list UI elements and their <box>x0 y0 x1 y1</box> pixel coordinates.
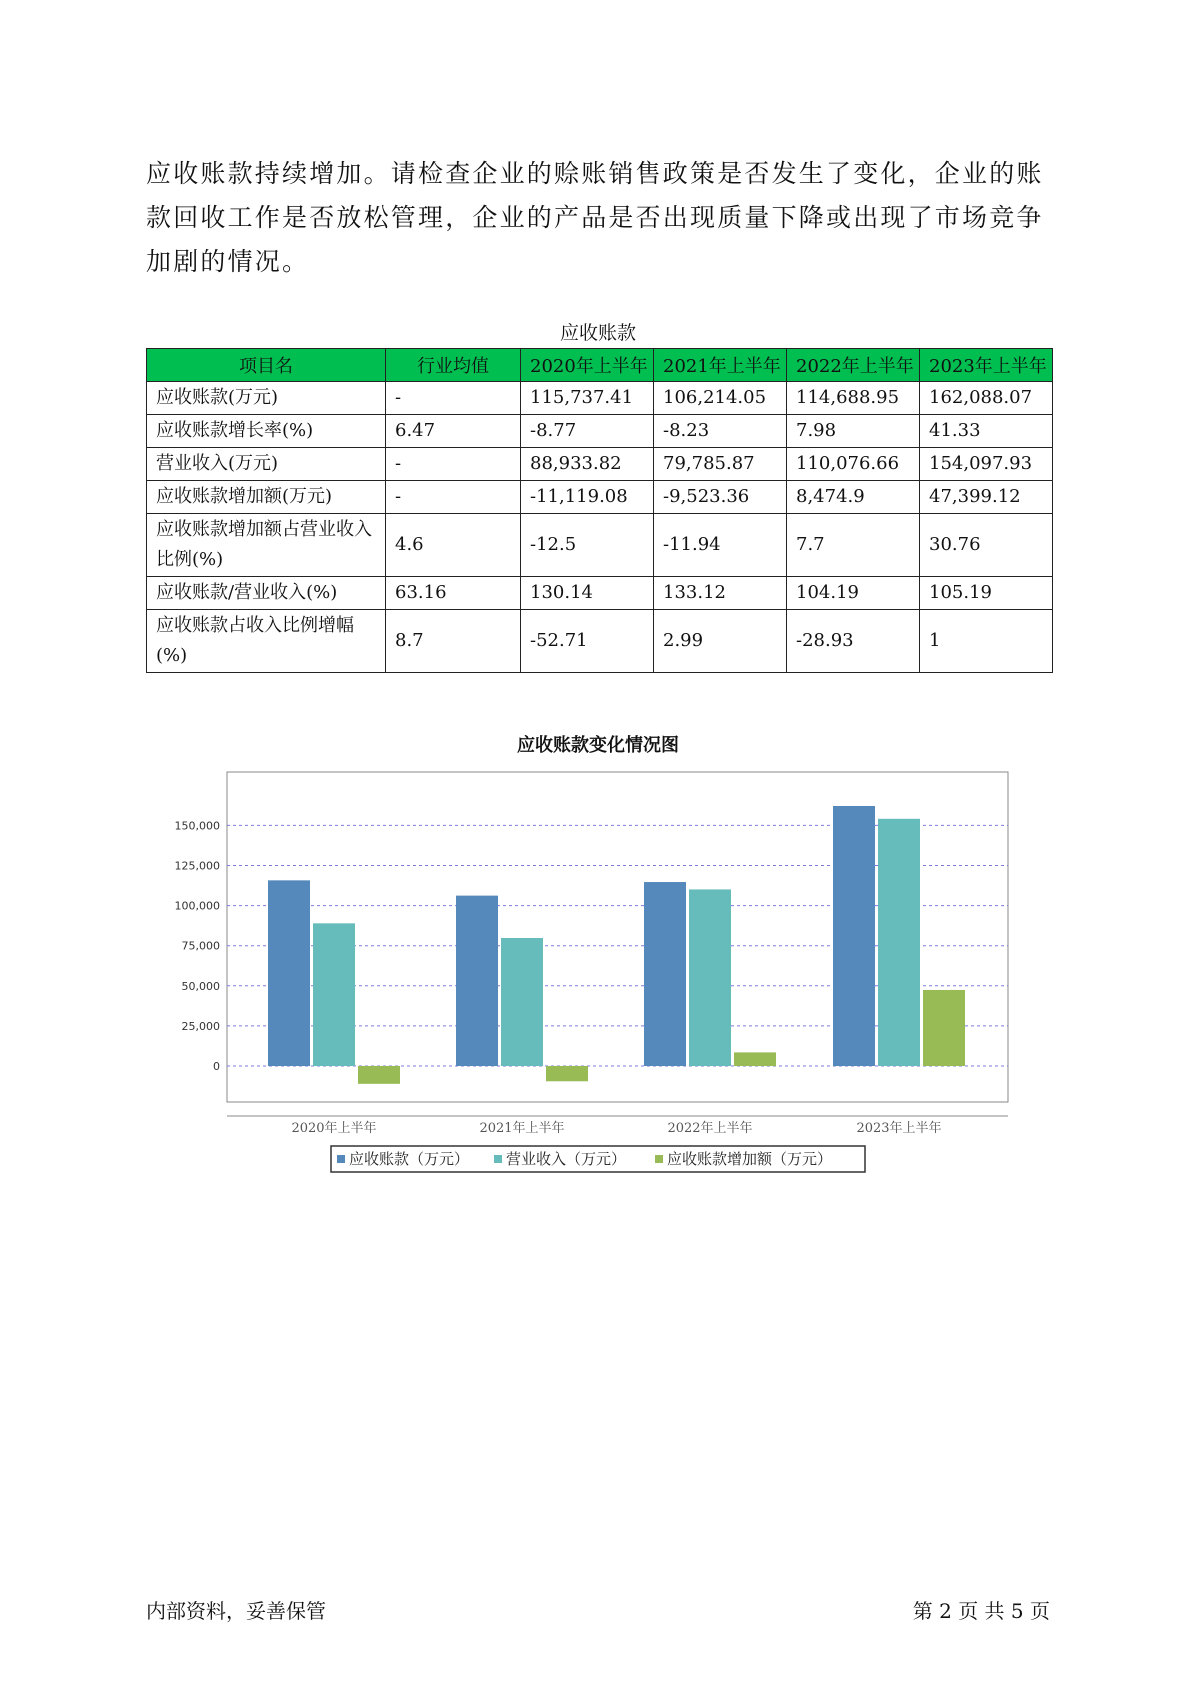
table-cell: -28.93 <box>787 610 920 673</box>
chart-title: 应收账款变化情况图 <box>517 735 679 756</box>
y-tick-label: 0 <box>213 1060 220 1073</box>
bar-1-3 <box>644 882 686 1066</box>
legend-label: 营业收入（万元） <box>506 1150 627 1168</box>
row-label: 应收账款增加额占营业收入比例(%) <box>147 514 386 577</box>
table-cell: 41.33 <box>920 415 1053 448</box>
table-cell: 104.19 <box>787 577 920 610</box>
table-cell: -52.71 <box>521 610 654 673</box>
legend-label: 应收账款（万元） <box>349 1150 470 1168</box>
table-cell: -11.94 <box>654 514 787 577</box>
bar-2-2 <box>501 938 543 1066</box>
x-tick-label: 2021年上半年 <box>479 1121 565 1136</box>
bar-3-1 <box>358 1066 400 1084</box>
table-cell: -9,523.36 <box>654 481 787 514</box>
table-cell: - <box>386 481 521 514</box>
table-cell: 8,474.9 <box>787 481 920 514</box>
table-cell: -8.77 <box>521 415 654 448</box>
table-cell: 110,076.66 <box>787 448 920 481</box>
footer-confidential-note: 内部资料，妥善保管 <box>146 1599 326 1623</box>
bar-2-4 <box>878 819 920 1066</box>
table-cell: -8.23 <box>654 415 787 448</box>
table-cell: 8.7 <box>386 610 521 673</box>
legend-label: 应收账款增加额（万元） <box>667 1150 833 1168</box>
row-label: 应收账款(万元) <box>147 382 386 415</box>
legend-swatch <box>337 1155 345 1163</box>
header-cell: 2023年上半年 <box>920 349 1053 382</box>
header-cell: 项目名 <box>147 349 386 382</box>
bar-1-1 <box>268 880 310 1066</box>
bar-1-2 <box>456 896 498 1066</box>
bar-3-3 <box>734 1052 776 1066</box>
x-tick-label: 2022年上半年 <box>667 1121 753 1136</box>
legend-swatch <box>655 1155 663 1163</box>
header-cell: 2020年上半年 <box>521 349 654 382</box>
intro-paragraph: 应收账款持续增加。请检查企业的赊账销售政策是否发生了变化，企业的账款回收工作是否放松管理，企业的产品是否出现质量下降或出现了市场竞争加剧的情况。 <box>146 159 1044 276</box>
bar-3-2 <box>546 1066 588 1081</box>
table-cell: 4.6 <box>386 514 521 577</box>
x-tick-label: 2023年上半年 <box>856 1121 942 1136</box>
row-label: 应收账款占收入比例增幅(%) <box>147 610 386 673</box>
table-cell: 47,399.12 <box>920 481 1053 514</box>
table-cell: 7.98 <box>787 415 920 448</box>
table-cell: 106,214.05 <box>654 382 787 415</box>
table-cell: -12.5 <box>521 514 654 577</box>
row-label: 应收账款增长率(%) <box>147 415 386 448</box>
table-cell: 154,097.93 <box>920 448 1053 481</box>
table-cell: 7.7 <box>787 514 920 577</box>
header-cell: 2022年上半年 <box>787 349 920 382</box>
table-cell: - <box>386 382 521 415</box>
table-cell: 88,933.82 <box>521 448 654 481</box>
row-label: 营业收入(万元) <box>147 448 386 481</box>
table-cell: 105.19 <box>920 577 1053 610</box>
table-cell: 115,737.41 <box>521 382 654 415</box>
table-cell: 2.99 <box>654 610 787 673</box>
bar-3-4 <box>923 990 965 1066</box>
table-cell: 6.47 <box>386 415 521 448</box>
y-tick-label: 125,000 <box>174 859 220 873</box>
x-tick-label: 2020年上半年 <box>291 1121 377 1136</box>
table-cell: 130.14 <box>521 577 654 610</box>
table-cell: 1 <box>920 610 1053 673</box>
bar-1-4 <box>833 806 875 1066</box>
footer-page-number: 第 2 页 共 5 页 <box>912 1599 1050 1623</box>
header-cell: 2021年上半年 <box>654 349 787 382</box>
y-tick-label: 100,000 <box>174 899 220 913</box>
table-cell: -11,119.08 <box>521 481 654 514</box>
y-tick-label: 75,000 <box>181 939 220 953</box>
table-cell: 114,688.95 <box>787 382 920 415</box>
y-tick-label: 25,000 <box>181 1019 220 1033</box>
y-tick-label: 150,000 <box>174 819 220 833</box>
table-cell: 133.12 <box>654 577 787 610</box>
table-cell: 63.16 <box>386 577 521 610</box>
table-cell: 79,785.87 <box>654 448 787 481</box>
table-cell: 162,088.07 <box>920 382 1053 415</box>
row-label: 应收账款/营业收入(%) <box>147 577 386 610</box>
table-caption: 应收账款 <box>559 322 636 344</box>
table-cell: 30.76 <box>920 514 1053 577</box>
table-cell: - <box>386 448 521 481</box>
bar-2-1 <box>313 923 355 1066</box>
y-tick-label: 50,000 <box>181 979 220 993</box>
header-cell: 行业均值 <box>386 349 521 382</box>
legend-swatch <box>494 1155 502 1163</box>
row-label: 应收账款增加额(万元) <box>147 481 386 514</box>
bar-2-3 <box>689 889 731 1066</box>
